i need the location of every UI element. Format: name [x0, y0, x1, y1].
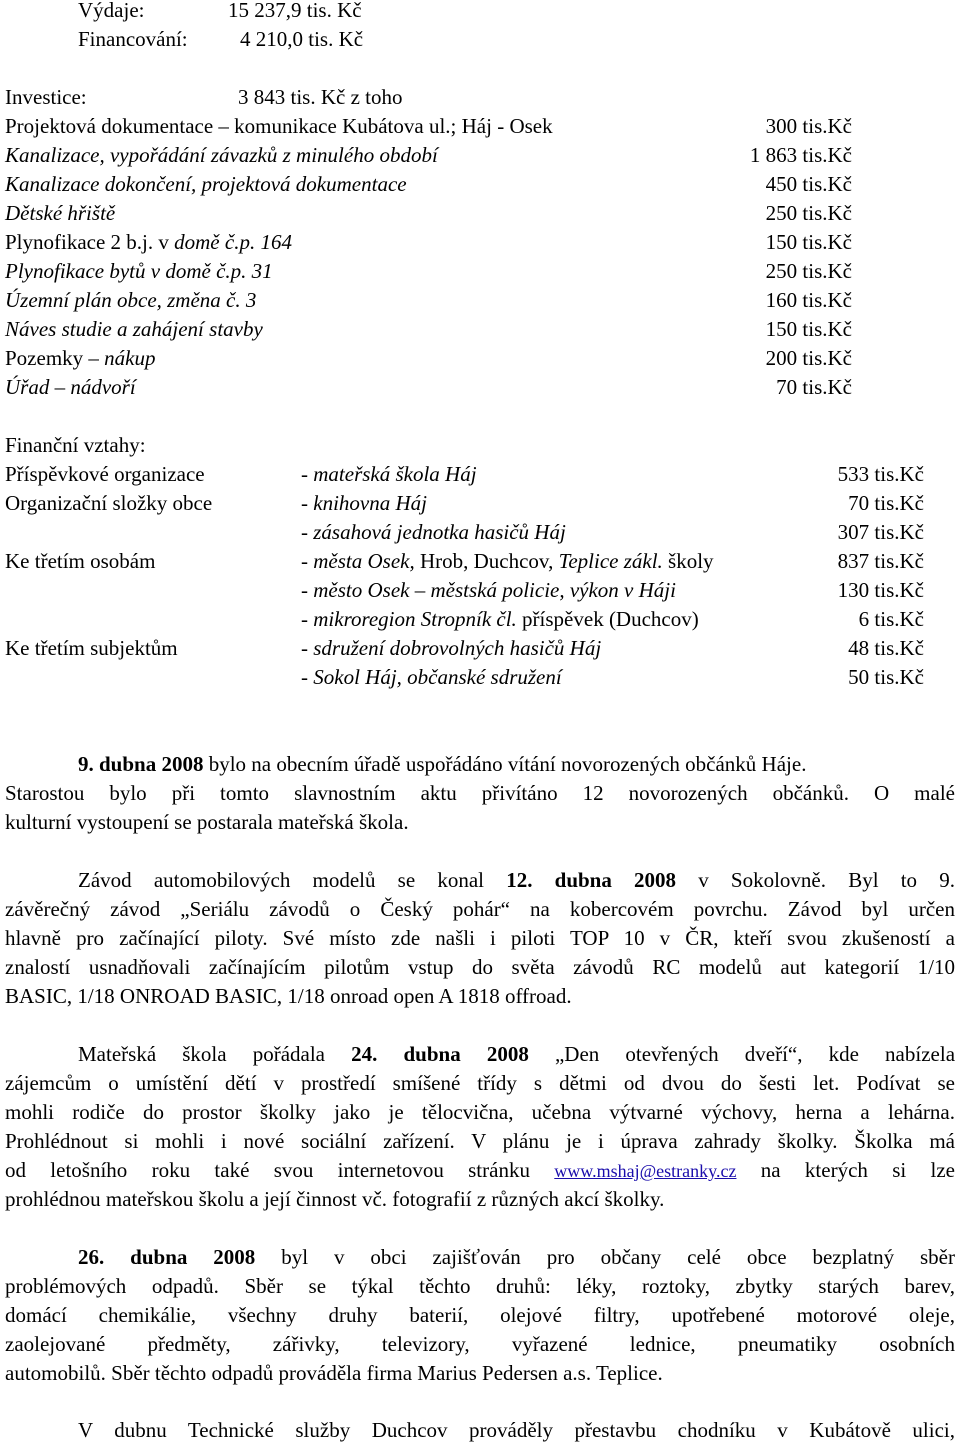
- investice-amount: 450 tis.Kč: [765, 172, 852, 196]
- investice-item: Plynofikace 2 b.j. v domě č.p. 164: [5, 230, 292, 254]
- financni-desc: - zásahová jednotka hasičů Háj: [301, 520, 566, 544]
- investice-total: 3 843 tis. Kč z toho: [238, 85, 403, 109]
- financni-category: Ke třetím subjektům: [5, 636, 178, 660]
- text-line: bylo na obecním úřadě uspořádáno vítání novorozených občánků Háje.: [208, 752, 807, 776]
- financni-desc: - sdružení dobrovolných hasičů Háj: [301, 636, 602, 660]
- investice-amount: 200 tis.Kč: [765, 346, 852, 370]
- vydaje-value: 15 237,9 tis. Kč: [228, 0, 362, 22]
- website-link[interactable]: www.mshaj@estranky.cz: [554, 1161, 737, 1181]
- text-line: Mateřská škola pořádala 24. dubna 2008 „Den otevřených dveří“, kde nabízela: [78, 1042, 956, 1066]
- financovani-label: Financování:: [78, 27, 188, 51]
- text-line: Závod automobilových modelů se konal 12. dubna 2008 v Sokolovně. Byl to 9.: [78, 868, 955, 892]
- text-line: zaolejované předměty, zářivky, televizory, vyřazené lednice, pneumatiky osobních: [5, 1332, 955, 1356]
- investice-amount: 70 tis.Kč: [776, 375, 852, 399]
- text-line: zájemcům o umístění dětí v prostředí smíšené třídy s dětmi od dvou do šesti let. Podívat se: [5, 1071, 955, 1095]
- financni-amount: 533 tis.Kč: [837, 462, 924, 486]
- text-line: závěrečný závod „Seriálu závodů o Český pohár“ na kobercovém povrchu. Závod byl určen: [5, 897, 955, 921]
- financni-desc: - města Osek, Hrob, Duchcov, Teplice zákl. školy: [301, 549, 714, 573]
- financni-desc: - mikroregion Stropník čl. příspěvek (Duchcov): [301, 607, 699, 631]
- investice-item: Dětské hřiště: [5, 201, 116, 225]
- financni-category: Ke třetím osobám: [5, 549, 156, 573]
- financni-category: Příspěvkové organizace: [5, 462, 205, 486]
- investice-item: Úřad – nádvoří: [5, 375, 136, 399]
- investice-item: Kanalizace dokončení, projektová dokumentace: [5, 172, 407, 196]
- financni-heading: Finanční vztahy:: [5, 433, 146, 457]
- paragraph-vitani: [5, 750, 955, 837]
- financni-amount: 70 tis.Kč: [848, 491, 924, 515]
- financni-amount: 50 tis.Kč: [848, 665, 924, 689]
- investice-amount: 150 tis.Kč: [765, 317, 852, 341]
- text-line: znalostí usnadňovali začínajícím pilotům vstup do světa závodů RC modelů aut kategorií 1/10: [5, 955, 955, 979]
- investice-amount: 250 tis.Kč: [765, 201, 852, 225]
- financni-category: Organizační složky obce: [5, 491, 213, 515]
- investice-item: Kanalizace, vypořádání závazků z minulého období: [5, 143, 438, 167]
- investice-item: Projektová dokumentace – komunikace Kubátova ul.; Háj - Osek: [5, 114, 553, 138]
- investice-amount: 160 tis.Kč: [765, 288, 852, 312]
- financni-amount: 307 tis.Kč: [837, 520, 924, 544]
- text-line: hlavně pro začínající piloty. Své místo zde našli i piloti TOP 10 v ČR, kteří svou zkušeností a: [5, 926, 955, 950]
- text-line: prohlédnou mateřskou školu a její činnost vč. fotografií z různých akcí školky.: [5, 1187, 665, 1211]
- text-line: mohli rodiče do prostor školky jako je tělocvična, učebna výtvarné výchovy, herna a lehárna.: [5, 1100, 955, 1124]
- vydaje-label: Výdaje:: [78, 0, 145, 22]
- investice-item: Územní plán obce, změna č. 3: [5, 288, 257, 312]
- investice-item: Plynofikace bytů v domě č.p. 31: [5, 259, 273, 283]
- paragraph-odpady: [5, 1243, 955, 1388]
- investice-amount: 150 tis.Kč: [765, 230, 852, 254]
- financovani-value: 4 210,0 tis. Kč: [240, 27, 364, 51]
- text-line: domácí chemikálie, všechny druhy baterií, olejové filtry, upotřebené motorové oleje,: [5, 1303, 955, 1327]
- financni-amount: 48 tis.Kč: [848, 636, 924, 660]
- text-line: od letošního roku také svou internetovou stránku www.mshaj@estranky.cz na kterých si lze: [5, 1158, 955, 1182]
- text-line: problémových odpadů. Sběr se týkal těchto druhů: léky, roztoky, zbytky starých barev,: [5, 1274, 955, 1298]
- investice-label: Investice:: [5, 85, 87, 109]
- text-line: V dubnu Technické služby Duchcov prováděly přestavbu chodníku v Kubátově ulici,: [78, 1418, 955, 1442]
- date-bold: 26. dubna 2008: [78, 1245, 256, 1269]
- financni-desc: - mateřská škola Háj: [301, 462, 477, 486]
- investice-amount: 300 tis.Kč: [765, 114, 852, 138]
- investice-item: Náves studie a zahájení stavby: [5, 317, 263, 341]
- financni-desc: - Sokol Háj, občanské sdružení: [301, 665, 562, 689]
- date-bold: dubna 2008: [99, 752, 204, 776]
- financni-desc: - knihovna Háj: [301, 491, 427, 515]
- financni-amount: 130 tis.Kč: [837, 578, 924, 602]
- text-line: 26. dubna 2008 byl v obci zajišťován pro občany celé obce bezplatný sběr: [78, 1245, 955, 1269]
- financni-desc: - město Osek – městská policie, výkon v Háji: [301, 578, 676, 602]
- paragraph-chodnik: [5, 1416, 955, 1445]
- investice-amount: 1 863 tis.Kč: [749, 143, 852, 167]
- financni-amount: 837 tis.Kč: [837, 549, 924, 573]
- text-line: Starostou bylo při tomto slavnostním aktu přivítáno 12 novorozených občánků. O malé: [5, 781, 955, 805]
- text-line: kulturní vystoupení se postarala mateřská škola.: [5, 810, 409, 834]
- financni-amount: 6 tis.Kč: [858, 607, 924, 631]
- date-bold: 24. dubna 2008: [351, 1042, 529, 1066]
- investice-item: Pozemky – nákup: [5, 346, 156, 370]
- text-line: Prohlédnout si mohli i nové sociální zařízení. V plánu je i úprava zahrady školky. Školka má: [5, 1129, 955, 1153]
- paragraph-materska-skola: [5, 1040, 955, 1214]
- date-bold: 12. dubna 2008: [506, 868, 677, 892]
- text-line: BASIC, 1/18 ONROAD BASIC, 1/18 onroad open A 1818 offroad.: [5, 984, 572, 1008]
- text-line: automobilů. Sběr těchto odpadů prováděla firma Marius Pedersen a.s. Teplice.: [5, 1361, 663, 1385]
- date-bold: 9.: [78, 752, 94, 776]
- paragraph-zavod: [5, 866, 955, 1011]
- investice-amount: 250 tis.Kč: [765, 259, 852, 283]
